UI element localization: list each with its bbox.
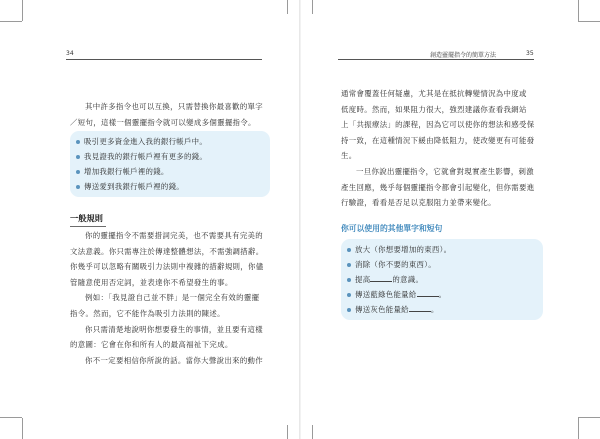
bullet-icon: [76, 170, 80, 174]
left-page-number: 34: [66, 50, 74, 57]
crop-mark: [0, 417, 22, 418]
text-line: 文法意義。你只需專注於傳達整體想法，不需強調措辭。: [70, 246, 264, 256]
list-item: [70, 134, 270, 149]
text-line: 通常會覆蓋任何疑慮，尤其是在抵抗轉變情況為中度或: [341, 89, 527, 98]
running-head: 創造靈擺指令的簡單方法: [430, 52, 497, 59]
list-item: [341, 287, 543, 302]
subsection-heading: 你可以使用的其他單字和短句: [341, 224, 443, 233]
right-body-paragraph: [341, 86, 535, 211]
list-item: [341, 242, 543, 257]
text-line: 的意圖：它會在你和所有人的最高福祉下完成。: [70, 340, 233, 350]
list-item-text: 傳送藍綠色能量給: [355, 290, 417, 299]
list-item: [341, 302, 543, 317]
list-item: [341, 272, 543, 287]
list-item-text: 提高: [355, 275, 371, 284]
text-line: 你不一定要相信你所說的話。當你大聲說出來的動作: [85, 355, 264, 365]
bullet-icon: [76, 185, 80, 189]
crop-mark: [312, 0, 313, 14]
crop-mark: [22, 0, 23, 21]
text-line: 低度時。然而，如果阻力很大，強烈建議你查看我網站: [341, 104, 527, 114]
crop-mark: [578, 417, 600, 418]
text-line: 例如：「我見證自己並不胖」是一個完全有效的靈擺: [85, 293, 260, 303]
text-line: 你幾乎可以忽略有關吸引力法則中複雜的措辭規則，你儘: [70, 262, 264, 272]
text-line: 上「共振療法」的課程，因為它可以使你的想法和感受保: [341, 120, 535, 130]
text-line: 持一致，在這種情況下緩由降低阻力，使改變更有可能發: [341, 135, 535, 145]
list-item-text: 。: [438, 290, 447, 299]
list-item: [70, 149, 270, 164]
text-line: 管隨意使用否定詞，並表達你不希望發生的事。: [70, 277, 233, 287]
list-item-text: 的意識。: [392, 275, 424, 284]
crop-mark: [578, 418, 579, 439]
crop-mark: [312, 425, 313, 439]
fill-in-blank: [370, 273, 392, 282]
book-gutter: [299, 0, 301, 439]
fill-in-blank: [409, 303, 431, 312]
bullet-icon: [347, 263, 351, 267]
bullet-icon: [76, 155, 80, 159]
list-item-text: 增加我銀行帳戶裡的錢。: [84, 167, 169, 176]
left-intro-paragraph: [70, 99, 263, 130]
list-item: [70, 164, 270, 179]
bullet-icon: [347, 248, 351, 252]
text-line: 產生回應，幾乎每個靈擺指令都會引起變化，但你需要進: [341, 182, 535, 192]
left-body-paragraph: [70, 228, 264, 368]
text-line: ／短句，這樣一個靈擺指令就可以變成多個靈擺指令。: [70, 117, 256, 127]
words-phrases-box: [341, 239, 543, 320]
list-item-text: 我見證我的銀行帳戶裡有更多的錢。: [84, 152, 208, 161]
list-item-text: 傳送灰色能量給: [355, 305, 409, 314]
bullet-icon: [76, 140, 80, 144]
text-line: 你的靈擺指令不需要措詞完美，也不需要具有完美的: [85, 231, 264, 240]
list-item-text: 消除（你不要的東西）。: [355, 260, 436, 269]
bullet-icon: [347, 293, 351, 297]
fill-in-blank: [417, 288, 439, 297]
text-line: 你只需清楚地說明你想要發生的事情，並且要有這樣: [85, 324, 264, 334]
right-header-rule: [338, 59, 534, 60]
text-line: 指令。然而，它不能作為吸引力法則的陳述。: [70, 308, 225, 318]
text-line: 其中許多指令也可以互換，只需替換你最喜歡的單字: [85, 102, 264, 111]
section-heading-rule: [70, 226, 106, 227]
bullet-icon: [347, 278, 351, 282]
list-item-text: 放大（你想要增加的東西）。: [355, 245, 452, 254]
command-examples-box: [70, 131, 270, 197]
section-heading: 一般規則: [70, 213, 103, 223]
left-header-rule: [66, 59, 262, 60]
crop-mark: [578, 21, 600, 22]
crop-mark: [22, 418, 23, 439]
crop-mark: [287, 0, 288, 14]
crop-mark: [0, 21, 22, 22]
right-page-number: 35: [526, 50, 534, 57]
list-item-text: 吸引更多資金進入我的銀行帳戶中。: [84, 137, 208, 146]
list-item: [70, 179, 270, 194]
text-line: 生。: [341, 151, 357, 161]
list-item-text: 傳送愛到我銀行帳戶裡的錢。: [84, 182, 184, 191]
bullet-icon: [347, 308, 351, 312]
text-line: 一旦你說出靈擺指令，它就會對現實產生影響，刺激: [356, 166, 535, 176]
text-line: 行驗證，看看是否足以克服阻力並帶來變化。: [341, 198, 496, 208]
list-item-text: 。: [430, 305, 439, 314]
crop-mark: [287, 425, 288, 439]
crop-mark: [578, 0, 579, 21]
list-item: [341, 257, 543, 272]
